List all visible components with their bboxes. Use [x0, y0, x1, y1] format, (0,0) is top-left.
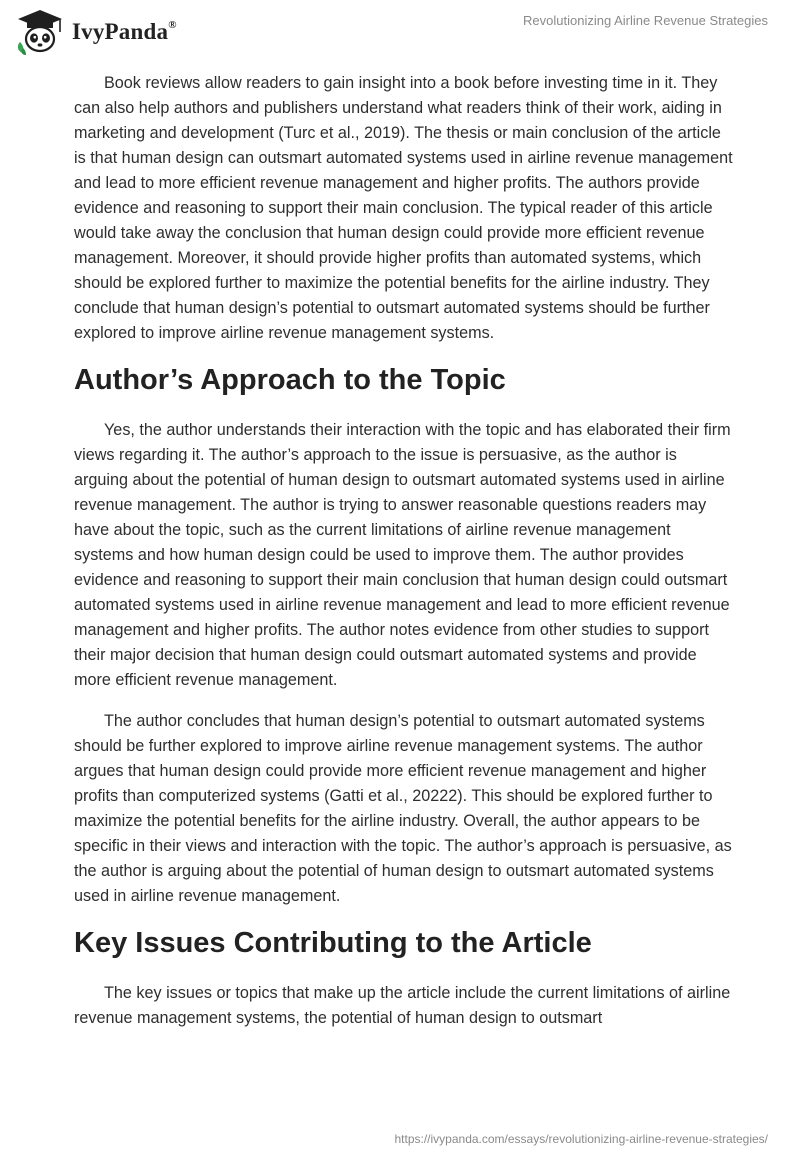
- paragraph-approach-1: Yes, the author understands their interaction with the topic and has elaborated their firm views regarding it. The author’s approach to the issue is persuasive, as the author is arguing about the potential of human design to outsmart automated systems used in airline revenue management. The author is trying to answer reasonable questions readers may have about the topic, such as the current limitations of airline revenue management systems and how human design could be used to improve them. The author provides evidence and reasoning to support their main conclusion that human design could outsmart automated systems used in airline revenue management and lead to more efficient revenue management and higher profits. The author notes evidence from other studies to support their major decision that human design could outsmart automated systems and provide more efficient revenue management.: [74, 421, 731, 689]
- ivypanda-logo[interactable]: [14, 8, 177, 56]
- essay-body: [74, 71, 734, 1047]
- paragraph-key-issues: The key issues or topics that make up the article include the current limitations of airline revenue management systems, the potential of human design to outsmart: [74, 984, 731, 1027]
- brand-name: IvyPanda®: [72, 19, 177, 44]
- heading-key-issues: Key Issues Contributing to the Article: [74, 927, 592, 959]
- document-title: Revolutionizing Airline Revenue Strategies: [523, 13, 768, 28]
- source-url[interactable]: https://ivypanda.com/essays/revolutionizing-airline-revenue-strategies/: [394, 1132, 768, 1146]
- paragraph-approach-2: The author concludes that human design’s potential to outsmart automated systems should be further explored to improve airline revenue management systems. The author argues that human design could provide more efficient revenue management and higher profits than computerized systems (Gatti et al., 20222). This should be explored further to maximize the potential benefits for the airline industry. Overall, the author appears to be specific in their views and interaction with the topic. The author’s approach is persuasive, as the author is arguing about the potential of human design to outsmart automated systems used in airline revenue management.: [74, 712, 732, 905]
- paragraph-intro: Book reviews allow readers to gain insight into a book before investing time in it. They can also help authors and publishers understand what readers think of their work, aiding in marketing and development (Turc et al., 2019). The thesis or main conclusion of the article is that human design can outsmart automated systems used in airline revenue management and lead to more efficient revenue management and higher profits. The authors provide evidence and reasoning to support their main conclusion. The typical reader of this article would take away the conclusion that human design could provide more efficient revenue management. Moreover, it should provide higher profits than automated systems, which should be explored further to maximize the potential benefits for the airline industry. They conclude that human design’s potential to outsmart automated systems should be further explored to improve airline revenue management systems.: [74, 74, 733, 342]
- page-header: [0, 0, 800, 64]
- panda-graduate-icon: [14, 8, 66, 56]
- heading-authors-approach: Author’s Approach to the Topic: [74, 364, 506, 396]
